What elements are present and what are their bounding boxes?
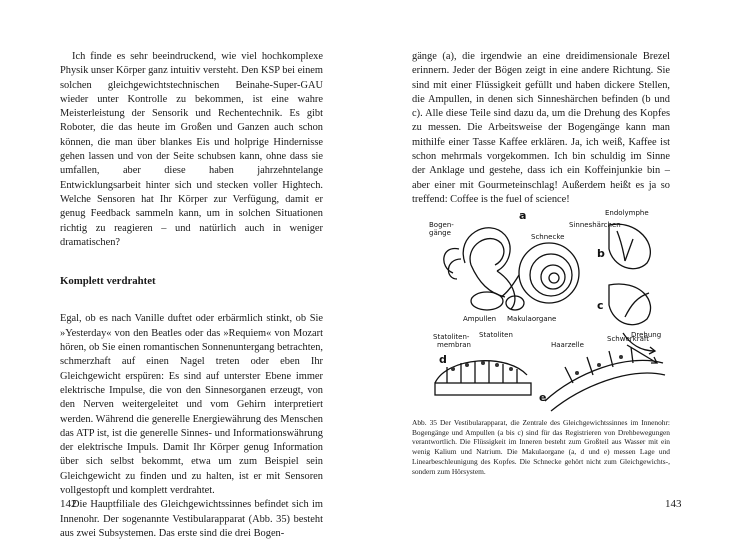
left-paragraph-1: Ich finde es sehr beeindruckend, wie viel hochkomplexe Physik unser Körper ganz intuitiv versteht. Den KSP bei einem solchen gleichgewichtstechnischen Beinahe-Super-GAU wieder unter Kontrolle zu bekommen, ist eine wahre Meisterleistung der Sensorik und Rechentechnik. Es gibt Roboter, die das heute im Großen und Ganzen auch schon können, die man über blankes Eis und holprige Hindernisse gehen lassen und von der Seite schubsen kann, ohne dass sie umfallen, aber diese haben jahrzehntelange Entwicklungsarbeit hinter sich und stecken voller Hightech. Welche Sensoren hat Ihr Körper zur Verfügung, damit er genug Feedback sammeln kann, um in solchen Situationen richtig zu reagieren – und natürlich auch in weniger dramatischen? [60,51,323,248]
label-schnecke: Schnecke [531,233,565,241]
label-haarzelle: Haarzelle [551,341,584,349]
label-bogengaenge-2: gänge [429,229,451,237]
label-makulaorgane: Makulaorgane [507,315,557,323]
label-statolitenmembran-2: membran [437,341,471,349]
page-number-right: 143 [665,498,682,510]
figure-letter-d: d [439,353,447,366]
right-paragraph-1: gänge (a), die irgendwie an eine dreidimensionale Brezel erinnern. Jeder der Bögen zeigt in eine andere Richtung. Sie sind mit einer Flüssigkeit gefüllt und haben dickere Stellen, die Ampullen, in denen sich Sinneshärchen befinden (b und c). Alle diese Teile sind dazu da, um die Drehung des Kopfes zu messen. Die Arbeitsweise der Bogengänge kann man mithilfe einer Tasse Kaffee erklären. Ja, ich weiß, Kaffee ist schon mehrmals vorgekommen. Ich bin schuldig im Sinne der Anklage und gestehe, dass ich ein Koffeinjunkie bin – aber einer mit Gourmeteinschlag! Außerdem heißt es ja so treffend: Coffee is the fuel of science! [412,51,670,205]
label-drehung: Drehung [631,331,662,339]
figure-letter-c: c [597,299,604,312]
label-endolymphe: Endolymphe [605,209,649,217]
vestibular-figure [427,205,667,415]
figure-caption: Abb. 35 Der Vestibularapparat, die Zentrale des Gleichgewichtssinnes im Innenohr: Bogengänge und Ampullen (a bis c) sind für das Registrieren von Drehbewegungen verantwortlich. Die Flüssigkeit im Inneren besteht zum Großteil aus Wasser mit ein wenig Kalium und Natrium. Die Makulaorgane (a, d und e) messen Lage und Linearbeschleunigung des Kopfes. Die Schnecke gehört nicht zum Gleichgewichts-, sondern zum Hörsystem. [412,418,670,476]
left-page-body [60,50,323,541]
left-paragraph-2: Egal, ob es nach Vanille duftet oder erbärmlich stinkt, ob Sie »Yesterday« von den Beatles oder das »Requiem« von Mozart hören, ob Sie einen romantischen Sonnenuntergang betrachten, schmerzhaft auf einen Nagel treten oder eben Ihr Gleichgewicht erspüren: Es sind auf unterster Ebene immer elektrische Impulse, die von den Sinnesorganen erzeugt, von den Nerven weitergeleitet und vom Gehirn interpretiert werden. Während die generelle Energiewährung des Menschen das ATP ist, ist die generelle Sinnes- und Informationswährung der elektrische Impuls. Damit Ihr Körper genug Information über sich selbst bekommt, etwa um zum Beispiel sein Gleichgewicht zu finden und zu halten, ist er mit Sensoren vollgestopft und komplett verdrahtet. [60,313,323,497]
label-statolitenmembran-1: Statoliten- [433,333,470,341]
label-bogengaenge-1: Bogen- [429,221,454,229]
right-page-body [412,50,670,207]
left-paragraph-3: Die Hauptfiliale des Gleichgewichtssinnes befindet sich im Innenohr. Der sogenannte Vestibularapparat (Abb. 35) besteht aus zwei Subsystemen. Das erste sind die drei Bogen- [60,499,323,539]
figure-letter-b: b [597,247,605,260]
label-ampullen: Ampullen [463,315,497,323]
figure-letter-a: a [519,209,527,222]
label-statoliten: Statoliten [479,331,513,339]
label-sinneshaerchen: Sinneshärchen [569,221,621,229]
label-schwerkraft: Schwerkraft [607,335,649,343]
section-heading: Komplett verdrahtet [60,275,156,288]
figure-letter-e: e [539,391,547,404]
page-number-left: 142 [60,498,77,510]
vestibular-illustration [427,205,667,415]
